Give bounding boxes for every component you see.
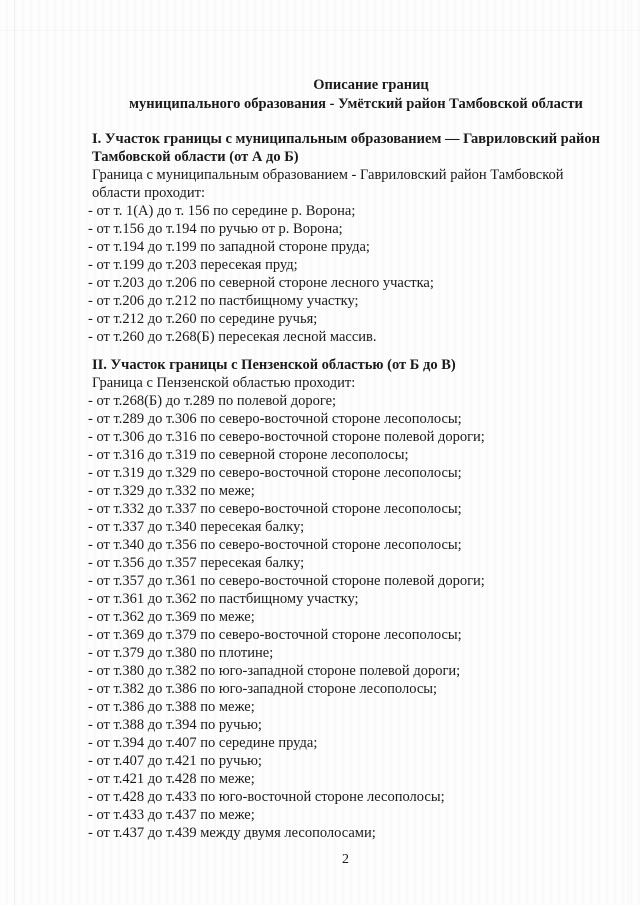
list-item: - от т. 1(А) до т. 156 по середине р. Ворона; xyxy=(88,203,356,219)
section-2-heading: II. Участок границы с Пензенской областью (от Б до В) xyxy=(92,357,456,373)
list-item: - от т.386 до т.388 по меже; xyxy=(88,699,255,715)
list-item: - от т.421 до т.428 по меже; xyxy=(88,771,255,787)
list-item: - от т.388 до т.394 по ручью; xyxy=(88,717,262,733)
list-item: - от т.394 до т.407 по середине пруда; xyxy=(88,735,318,751)
section-1-intro: Граница с муниципальным образованием - Гавриловский район Тамбовской области проходит: xyxy=(92,167,564,201)
list-item: - от т.319 до т.329 по северо-восточной стороне лесополосы; xyxy=(88,465,462,481)
list-item: - от т.332 до т.337 по северо-восточной стороне лесополосы; xyxy=(88,501,462,517)
section-1-list xyxy=(88,202,608,346)
list-item: - от т.156 до т.194 по ручью от р. Ворона; xyxy=(88,221,343,237)
list-item: - от т.306 до т.316 по северо-восточной стороне полевой дороги; xyxy=(88,429,485,445)
list-item: - от т.329 до т.332 по меже; xyxy=(88,483,255,499)
list-item: - от т.268(Б) до т.289 по полевой дороге; xyxy=(88,393,337,409)
title-line-2: муниципального образования - Умётский район Тамбовской области xyxy=(129,96,583,112)
list-item: - от т.203 до т.206 по северной стороне лесного участка; xyxy=(88,275,434,291)
list-item: - от т.362 до т.369 по меже; xyxy=(88,609,255,625)
list-item: - от т.428 до т.433 по юго-восточной стороне лесополосы; xyxy=(88,789,445,805)
list-item: - от т.357 до т.361 по северо-восточной стороне полевой дороги; xyxy=(88,573,485,589)
title-line-1: Описание границ xyxy=(313,77,429,93)
list-item: - от т.289 до т.306 по северо-восточной стороне лесополосы; xyxy=(88,411,462,427)
list-item: - от т.340 до т.356 по северо-восточной стороне лесополосы; xyxy=(88,537,462,553)
list-item: - от т.260 до т.268(Б) пересекая лесной массив. xyxy=(88,329,377,345)
list-item: - от т.437 до т.439 между двумя лесополосами; xyxy=(88,825,376,841)
section-2-list xyxy=(88,392,608,842)
section-2-intro: Граница с Пензенской областью проходит: xyxy=(92,375,356,391)
list-item: - от т.316 до т.319 по северной стороне лесополосы; xyxy=(88,447,409,463)
list-item: - от т.369 до т.379 по северо-восточной стороне лесополосы; xyxy=(88,627,462,643)
list-item: - от т.433 до т.437 по меже; xyxy=(88,807,255,823)
list-item: - от т.356 до т.357 пересекая балку; xyxy=(88,555,305,571)
section-1-heading: I. Участок границы с муниципальным образованием — Гавриловский район Тамбовской области (от А до Б) xyxy=(92,131,600,165)
document-title xyxy=(96,76,616,114)
list-item: - от т.194 до т.199 по западной стороне пруда; xyxy=(88,239,370,255)
list-item: - от т.206 до т.212 по пастбищному участку; xyxy=(88,293,359,309)
list-item: - от т.382 до т.386 по юго-западной стороне лесополосы; xyxy=(88,681,438,697)
list-item: - от т.361 до т.362 по пастбищному участку; xyxy=(88,591,359,607)
list-item: - от т.212 до т.260 по середине ручья; xyxy=(88,311,318,327)
list-item: - от т.199 до т.203 пересекая пруд; xyxy=(88,257,298,273)
list-item: - от т.380 до т.382 по юго-западной стороне полевой дороги; xyxy=(88,663,461,679)
page-number: 2 xyxy=(342,852,349,867)
list-item: - от т.379 до т.380 по плотине; xyxy=(88,645,274,661)
list-item: - от т.337 до т.340 пересекая балку; xyxy=(88,519,305,535)
list-item: - от т.407 до т.421 по ручью; xyxy=(88,753,262,769)
